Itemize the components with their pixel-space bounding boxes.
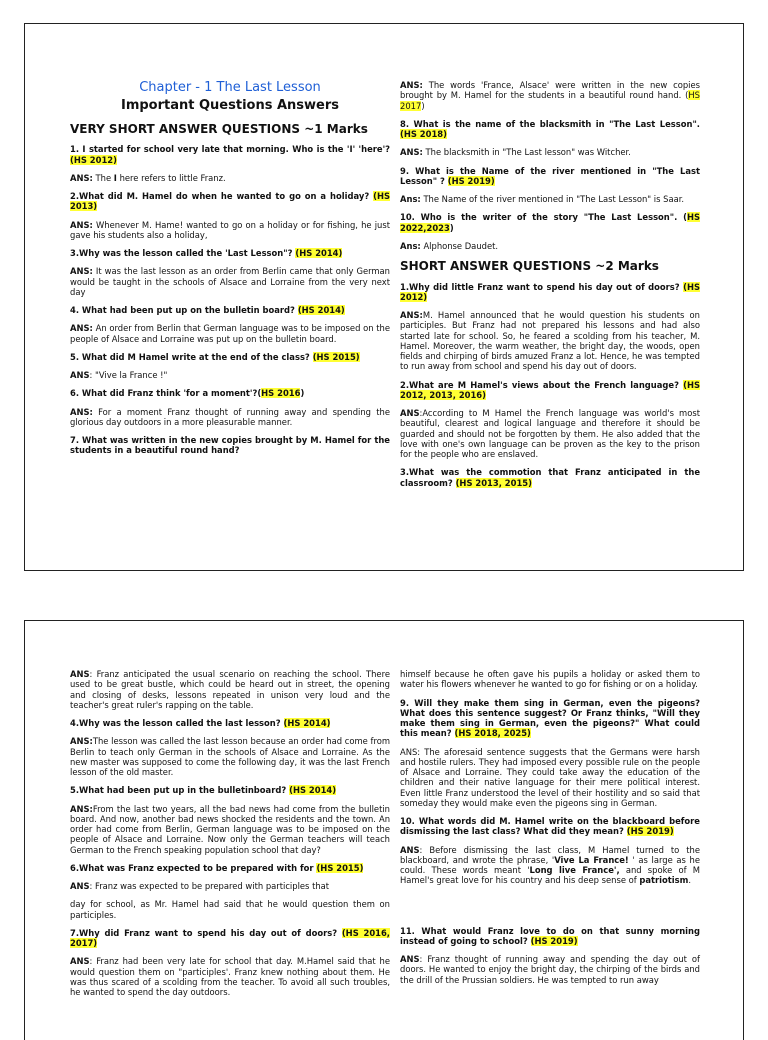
exam-tag: (HS 2018, 2025) (454, 728, 531, 739)
short-answer-5: ANS:From the last two years, all the bad news had come from the bulletin board. And now, another bad news shocked the residents and the town. An order had come from Berlin, German language was to be imposed on the people of Alsace and Lorraine. Now only the German teachers will teach German to the French speaking population school that day? (70, 803, 390, 855)
page2-left-column (70, 669, 390, 1005)
question-8: 8. What is the name of the blacksmith in "The Last Lesson". (HS 2018) (400, 118, 700, 139)
short-answer-4: ANS:The lesson was called the last lesson because an order had come from Berlin to teach only German in the schools of Alsace and Lorraine. As the new master was supposed to come the following day, it was the last French lesson of the old master. (70, 736, 390, 777)
question-9: 9. What is the Name of the river mentioned in "The Last Lesson" ? (HS 2019) (400, 165, 700, 186)
answer-10: Ans: Alphonse Daudet. (400, 240, 499, 251)
question-4: 4. What had been put up on the bulletin board? (HS 2014) (70, 305, 345, 316)
exam-tag: (HS 2016, 2017) (70, 927, 390, 948)
exam-tag: (HS 2012) (400, 281, 700, 302)
answer-7: ANS: The words 'France, Alsace' were written in the new copies brought by M. Hamel for the students in a beautiful round hand. (HS 2017) (400, 80, 700, 111)
short-question-11: 11. What would Franz love to do on that sunny morning instead of going to school? (HS 2019) (400, 925, 700, 946)
answer-3: ANS: It was the last lesson as an order from Berlin came that only German would be taught in the schools of Alsace and Lorraine from the very next day (70, 266, 390, 297)
answer-4: ANS: An order from Berlin that German language was to be imposed on the people of Alsace and Lorraine was put up on the bulletin board. (70, 323, 390, 344)
short-answer-7: ANS: Franz had been very late for school that day. M.Hamel said that he would question them on "participles'. Franz knew nothing about them. He was thus scared of a scolding from the teacher. To avoid all such troubles, he wanted to spend the day outdoors. (70, 956, 390, 997)
answer-2: ANS: Whenever M. Hame! wanted to go on a holiday or for fishing, he just gave his students also a holiday, (70, 219, 390, 240)
short-question-3: 3.What was the commotion that Franz anticipated in the classroom? (HS 2013, 2015) (400, 467, 700, 488)
short-answer-9: ANS: The aforesaid sentence suggests that the Germans were harsh and hostile rulers. They had imposed every possible rule on the people of Alsace and Lorraine. They could take away the education of the children and their native language for their mere political interest. Even little Franz understood the level of their hostility and so said that someday they would make even the pigeons sing in German. (400, 746, 700, 808)
exam-tag: HS 2022,2023 (400, 212, 700, 233)
page1-right-column (400, 80, 700, 496)
exam-tag: (HS 2019) (530, 935, 578, 946)
answer-1: ANS: The I here refers to little Franz. (70, 172, 226, 183)
short-answer-3: ANS: Franz anticipated the usual scenario on reaching the school. There used to be great bustle, which could be heard out in street, the opening and closing of desks, lessons repeated in unison very loud and the teacher's great ruler's rapping on the table. (70, 669, 390, 710)
question-5: 5. What did M Hamel write at the end of the class? (HS 2015) (70, 351, 360, 362)
exam-tag: (HS 2012, 2013, 2016) (400, 379, 700, 400)
answer-5: ANS: "Vive la France !" (70, 370, 168, 381)
exam-tag: (HS 2012) (70, 154, 117, 165)
short-question-6: 6.What was Franz expected to be prepared with for (HS 2015) (70, 862, 364, 873)
question-7: 7. What was written in the new copies brought by M. Hamel for the students in a beautiful round hand? (70, 435, 390, 456)
question-3: 3.Why was the lesson called the 'Last Lesson"? (HS 2014) (70, 248, 343, 259)
document-page-1 (24, 23, 744, 571)
exam-tag: (HS 2019) (447, 175, 495, 186)
section-heading-very-short: VERY SHORT ANSWER QUESTIONS ~1 Marks (70, 121, 368, 136)
document-page-2 (24, 620, 744, 1040)
exam-tag: (HS 2018) (400, 129, 447, 139)
question-6: 6. What did Franz think 'for a moment'?(HS 2016) (70, 388, 305, 399)
exam-tag: (HS 2014) (289, 785, 337, 796)
section-heading-short: SHORT ANSWER QUESTIONS ~2 Marks (400, 259, 659, 273)
exam-tag: (HS 2013) (70, 191, 390, 212)
answer-6: ANS: For a moment Franz thought of running away and spending the glorious day outdoors in a more pleasurable manner. (70, 406, 390, 427)
short-answer-1: ANS:M. Hamel announced that he would question his students on participles. But Franz had not prepared his lessons and had also started late for school. So, he feared a scolding from his teacher, M. Hamel. Moreover, the warm weather, the bright day, the woods, open fields and chirping of birds amuzed Franz a lot. Hence, he was tempted to run away from school and spend his day out of doors. (400, 310, 700, 372)
question-1: 1. I started for school very late that morning. Who is the 'I' 'here'? (HS 2012) (70, 144, 390, 165)
exam-tag: (HS 2015) (316, 862, 364, 873)
chapter-subtitle: Important Questions Answers (120, 97, 340, 113)
exam-tag: (HS 2019) (626, 826, 674, 837)
short-answer-11: ANS: Franz thought of running away and spending the day out of doors. He wanted to enjoy the bright day, the chirping of the birds and the drill of the Prussian soldiers. He was tempted to run away (400, 954, 700, 985)
answer-8: ANS: The blacksmith in "The Last lesson" was Witcher. (400, 147, 631, 158)
short-question-9: 9. Will they make them sing in German, even the pigeons? What does this sentence suggest? Or Franz thinks, "Will they make them sing in German, even the pigeons?" What could this mean? (HS 2018, 2025) (400, 697, 700, 739)
answer-9: Ans: The Name of the river mentioned in "The Last Lesson" is Saar. (400, 194, 685, 204)
short-answer-2: ANS:According to M Hamel the French language was world's most beautiful, clearest and logical language and therefore it should be guarded and should not be forgotten by them. He also added that the love with one's own language can be proven as the key to the prison for the people who are enslaved. (400, 408, 700, 460)
short-question-2: 2.What are M Hamel's views about the French language? (HS 2012, 2013, 2016) (400, 379, 700, 400)
exam-tag: (HS 2013, 2015) (455, 477, 532, 488)
chapter-title: Chapter - 1 The Last Lesson (139, 80, 321, 95)
page1-left-column (70, 80, 390, 464)
short-question-7: 7.Why did Franz want to spend his day out of doors? (HS 2016, 2017) (70, 927, 390, 948)
short-answer-8-continued: himself because he often gave his pupils a holiday or asked them to water his flowers whenever he wanted to go for fishing or on a holiday. (400, 669, 700, 690)
exam-tag: (HS 2014) (283, 718, 331, 728)
short-answer-6: ANS: Franz was expected to be prepared with participles that (70, 881, 330, 891)
question-10: 10. Who is the writer of the story "The Last Lesson". (HS 2022,2023) (400, 212, 700, 233)
exam-tag: (HS 2014) (295, 248, 343, 259)
page2-right-column (400, 669, 700, 993)
short-question-10: 10. What words did M. Hamel write on the blackboard before dismissing the last class? What did they mean? (HS 2019) (400, 816, 700, 837)
exam-tag: (HS 2015) (312, 351, 360, 362)
exam-tag: (HS 2014) (297, 305, 345, 316)
short-question-5: 5.What had been put up in the bulletinboard? (HS 2014) (70, 785, 337, 796)
short-question-1: 1.Why did little Franz want to spend his day out of doors? (HS 2012) (400, 281, 700, 302)
exam-tag: HS 2016 (261, 388, 301, 399)
exam-tag: HS 2017 (400, 90, 700, 111)
short-answer-10: ANS: Before dismissing the last class, M Hamel turned to the blackboard, and wrote the phrase, 'Vive La France! ' as large as he could. These words meant 'Long live France', and spoke of M Hamel's great love for his country and his deep sense of patriotism. (400, 844, 700, 886)
short-question-4: 4.Why was the lesson called the last lesson? (HS 2014) (70, 718, 331, 728)
short-answer-6-continued: day for school, as Mr. Hamel had said that he would question them on participles. (70, 899, 390, 920)
question-2: 2.What did M. Hamel do when he wanted to go on a holiday? (HS 2013) (70, 191, 390, 212)
